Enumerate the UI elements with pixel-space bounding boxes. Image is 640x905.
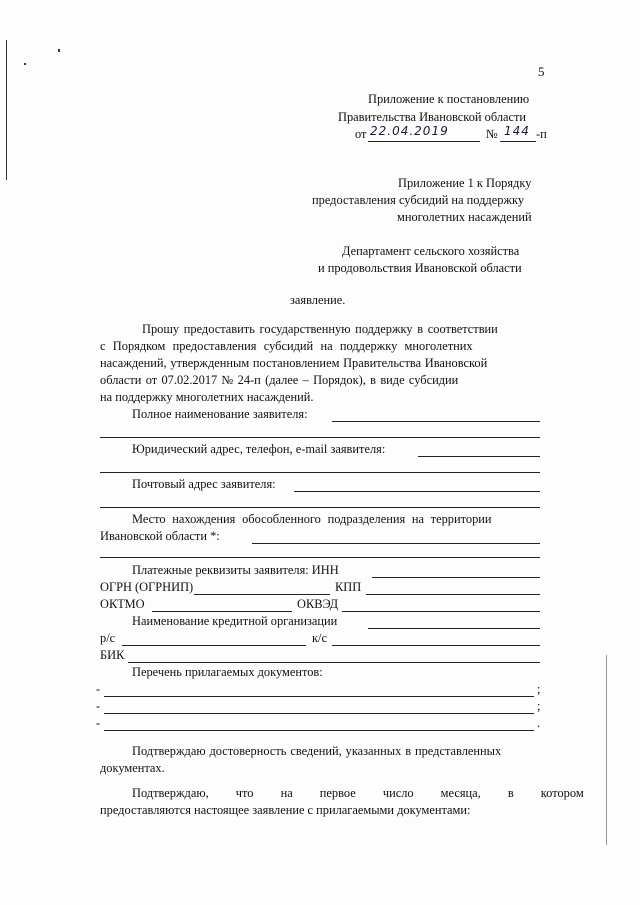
intro-line-2: с Порядком предоставления субсидий на поддержку многолетних (100, 339, 473, 353)
documents-list-label: Перечень прилагаемых документов: (132, 665, 323, 679)
list-semicolon-1: ; (537, 682, 541, 696)
appendix-line-2: предоставления субсидий на поддержку (312, 193, 525, 207)
rs-input-line[interactable] (122, 645, 306, 646)
date-underline (368, 141, 480, 142)
ogrn-label: ОГРН (ОГРНИП) (100, 580, 194, 594)
bik-label: БИК (100, 648, 125, 662)
page-number: 5 (538, 64, 545, 79)
scan-left-edge-line (6, 40, 7, 180)
number-label: № (486, 127, 498, 141)
okved-label: ОКВЭД (297, 597, 339, 611)
full-name-input-line-2[interactable] (100, 437, 540, 438)
header-line-1: Приложение к постановлению (368, 92, 530, 106)
payment-details-label: Платежные реквизиты заявителя: ИНН (132, 563, 339, 577)
scan-right-edge-line (606, 655, 607, 845)
confirm-2-line-1: Подтверждаю, что на первое число месяца, в котором (132, 786, 584, 800)
ks-label: к/с (312, 631, 327, 645)
appendix-line-3: многолетних насаждений (397, 210, 532, 224)
confirm-2-line-2: предоставляются настоящее заявление с прилагаемыми документами: (100, 803, 471, 817)
legal-address-input-line-2[interactable] (100, 472, 540, 473)
kpp-label: КПП (335, 580, 362, 594)
addressee-line-1: Департамент сельского хозяйства (342, 244, 520, 258)
ogrn-input-line[interactable] (194, 594, 330, 595)
document-input-line-2[interactable] (104, 713, 534, 714)
postal-address-input-line[interactable] (294, 491, 540, 492)
branch-input-line-2[interactable] (100, 557, 540, 558)
bank-name-input-line[interactable] (368, 628, 540, 629)
postal-address-label: Почтовый адрес заявителя: (132, 477, 276, 491)
ks-input-line[interactable] (332, 645, 540, 646)
addressee-line-2: и продовольствия Ивановской области (318, 261, 522, 275)
okved-input-line[interactable] (342, 611, 540, 612)
legal-address-input-line[interactable] (418, 456, 540, 457)
handwritten-number: 144 (504, 124, 530, 138)
intro-line-3: насаждений, утвержденным постановлением Правительства Ивановской (100, 356, 488, 370)
oktmo-input-line[interactable] (152, 611, 292, 612)
scan-dot (58, 49, 60, 52)
bank-name-label: Наименование кредитной организации (132, 614, 338, 628)
confirm-1-line-1: Подтверждаю достоверность сведений, указанных в представленных (132, 744, 502, 758)
document-title: заявление. (290, 293, 346, 307)
intro-line-4: области от 07.02.2017 № 24-п (далее – Порядок), в виде субсидии (100, 373, 459, 387)
document-input-line-3[interactable] (104, 730, 534, 731)
oktmo-label: ОКТМО (100, 597, 145, 611)
full-name-label: Полное наименование заявителя: (132, 407, 308, 421)
rs-label: р/с (100, 631, 116, 645)
branch-input-line[interactable] (252, 543, 540, 544)
from-label: от (355, 127, 367, 141)
number-suffix: -п (536, 127, 547, 141)
header-line-2: Правительства Ивановской области (338, 110, 527, 124)
intro-line-1: Прошу предоставить государственную поддержку в соответствии (142, 322, 498, 336)
scan-dot (24, 63, 26, 65)
confirm-1-line-2: документах. (100, 761, 165, 775)
document-input-line-1[interactable] (104, 696, 534, 697)
branch-label-line-2: Ивановской области *: (100, 529, 220, 543)
postal-address-input-line-2[interactable] (100, 507, 540, 508)
list-semicolon-2: ; (537, 699, 541, 713)
full-name-input-line[interactable] (332, 421, 540, 422)
appendix-line-1: Приложение 1 к Порядку (398, 176, 532, 190)
legal-address-label: Юридический адрес, телефон, e-mail заявителя: (132, 442, 386, 456)
list-dash-2: - (96, 699, 101, 713)
list-dash-1: - (96, 682, 101, 696)
handwritten-date: 22.04.2019 (370, 124, 449, 138)
list-dash-3: - (96, 716, 101, 730)
branch-label-line-1: Место нахождения обособленного подразделения на территории (132, 512, 492, 526)
kpp-input-line[interactable] (366, 594, 540, 595)
list-period-3: . (537, 716, 541, 730)
bik-input-line[interactable] (128, 662, 540, 663)
number-underline (500, 141, 536, 142)
intro-line-5: на поддержку многолетних насаждений. (100, 390, 314, 404)
inn-input-line[interactable] (372, 577, 540, 578)
